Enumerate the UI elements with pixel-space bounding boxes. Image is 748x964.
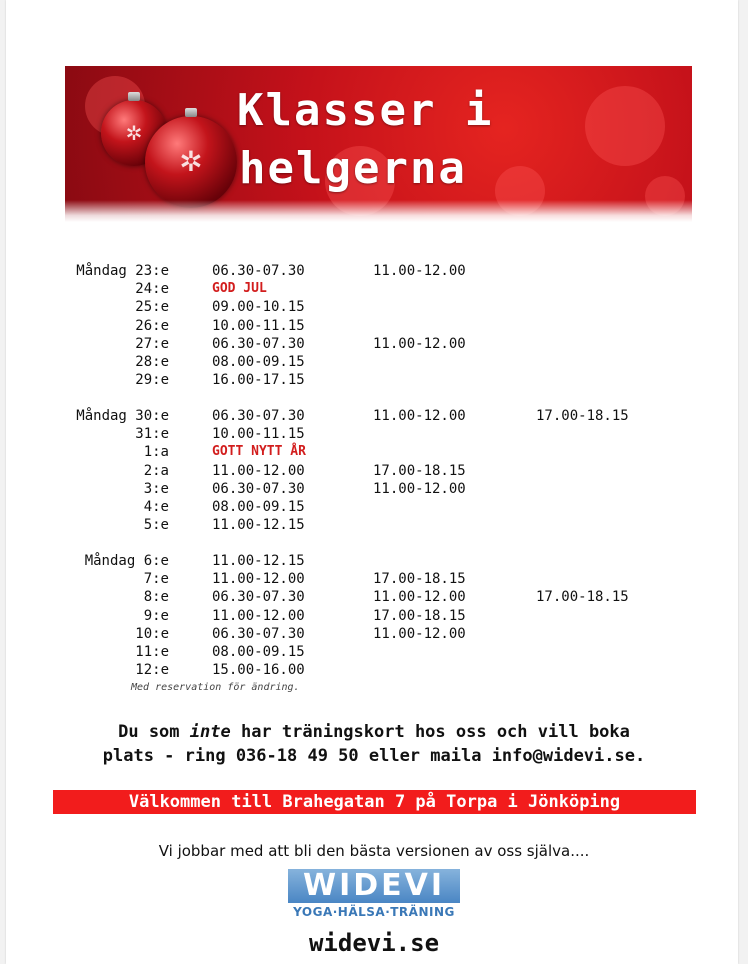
class-time: 08.00-09.15: [212, 499, 305, 515]
schedule-row: [0, 425, 700, 443]
schedule-row: [0, 443, 700, 461]
class-time: 06.30-07.30: [212, 335, 305, 352]
schedule-day: 27:e: [135, 335, 169, 352]
schedule-row: [0, 335, 700, 353]
class-time: 06.30-07.30: [212, 408, 305, 424]
class-time: 17.00-18.15: [373, 462, 466, 479]
logo-wordmark: WIDEVI: [288, 869, 460, 903]
schedule-day: 31:e: [135, 426, 169, 443]
class-time: 06.30-07.30: [212, 263, 305, 279]
schedule-row: [0, 570, 700, 588]
schedule-row: [0, 262, 700, 280]
schedule-row: [0, 480, 700, 498]
schedule-row: [0, 317, 700, 335]
schedule-row: [0, 371, 700, 389]
schedule-row: [0, 552, 700, 570]
booking-info-emphasis: inte: [189, 722, 231, 742]
schedule-day: 26:e: [135, 317, 169, 334]
schedule-row: [0, 353, 700, 371]
schedule-day: 4:e: [143, 499, 169, 515]
reservation-note: Med reservation för ändring.: [131, 682, 300, 693]
class-time: 11.00-12.00: [373, 408, 466, 424]
class-time: 08.00-09.15: [212, 644, 305, 660]
welcome-banner: Välkommen till Brahegatan 7 på Torpa i Jönköping: [53, 790, 696, 814]
schedule-row: [0, 661, 700, 679]
class-time: 06.30-07.30: [212, 480, 305, 497]
schedule-row: [0, 498, 700, 516]
schedule-day: Måndag 23:e: [76, 263, 169, 279]
slogan: Vi jobbar med att bli den bästa versionen av oss själva....: [158, 842, 590, 860]
schedule-row: [0, 607, 700, 625]
schedule-row: [0, 588, 700, 606]
class-time: 11.00-12.15: [212, 553, 305, 569]
schedule-day: Måndag 6:e: [84, 553, 169, 569]
class-time: 10.00-11.15: [212, 317, 305, 334]
bokeh-light: [585, 86, 665, 166]
class-time: 11.00-12.00: [212, 571, 305, 588]
class-time: 09.00-10.15: [212, 299, 305, 316]
class-time: 06.30-07.30: [212, 625, 305, 642]
booking-info-text: Du som: [118, 722, 190, 742]
schedule-day: 1:a: [143, 444, 169, 461]
class-time: 10.00-11.15: [212, 426, 305, 443]
header-banner: [65, 66, 692, 222]
schedule-day: 9:e: [143, 607, 169, 624]
class-time: 15.00-16.00: [212, 662, 305, 679]
widevi-logo: [288, 869, 460, 925]
schedule-day: 28:e: [135, 354, 169, 370]
class-time: 11.00-12.00: [373, 480, 466, 497]
booking-info-line-1: [40, 720, 708, 744]
class-time: 11.00-12.00: [373, 589, 466, 606]
christmas-ornament-icon: ✲: [101, 100, 167, 166]
class-time: 11.00-12.00: [373, 263, 466, 279]
logo-tagline: YOGA·HÄLSA·TRÄNING: [293, 905, 455, 919]
banner-title-line-2: helgerna: [239, 143, 467, 194]
class-time: 16.00-17.15: [212, 372, 305, 389]
schedule-row: [0, 462, 700, 480]
class-time: 17.00-18.15: [536, 589, 629, 606]
schedule-day: 10:e: [135, 625, 169, 642]
christmas-ornament-icon: ✲: [145, 116, 237, 208]
holiday-label: GOTT NYTT ÅR: [212, 444, 306, 460]
banner-title-line-1: Klasser i: [237, 85, 494, 136]
banner-title: [237, 82, 493, 198]
class-time: 11.00-12.00: [212, 462, 305, 479]
class-time: 17.00-18.15: [373, 607, 466, 624]
class-time: 11.00-12.15: [212, 517, 305, 534]
schedule-row: [0, 298, 700, 316]
schedule-day: 8:e: [143, 589, 169, 606]
class-time: 11.00-12.00: [212, 607, 305, 624]
schedule-day: 3:e: [143, 480, 169, 497]
schedule-row: [0, 407, 700, 425]
schedule-day: Måndag 30:e: [76, 408, 169, 424]
class-time: 17.00-18.15: [536, 408, 629, 424]
schedule-day: 12:e: [135, 662, 169, 679]
schedule-day: 11:e: [135, 644, 169, 660]
schedule-row: [0, 625, 700, 643]
snow-edge: [65, 200, 692, 222]
booking-info-text: har träningskort hos oss och vill boka: [230, 722, 630, 742]
booking-info-line-2: plats - ring 036-18 49 50 eller maila info@widevi.se.: [102, 746, 646, 766]
class-time: 06.30-07.30: [212, 589, 305, 606]
schedule-row: [0, 643, 700, 661]
website-url: widevi.se: [308, 929, 440, 957]
schedule-row: [0, 280, 700, 298]
schedule-day: 7:e: [143, 571, 169, 588]
schedule-day: 5:e: [143, 517, 169, 534]
class-time: 11.00-12.00: [373, 335, 466, 352]
schedule-day: 29:e: [135, 372, 169, 389]
schedule-day: 25:e: [135, 299, 169, 316]
schedule-row: [0, 516, 700, 534]
class-time: 08.00-09.15: [212, 354, 305, 370]
schedule-day: 2:a: [143, 462, 169, 479]
class-time: 17.00-18.15: [373, 571, 466, 588]
schedule-day: 24:e: [135, 281, 169, 298]
holiday-label: GOD JUL: [212, 281, 267, 297]
class-time: 11.00-12.00: [373, 625, 466, 642]
